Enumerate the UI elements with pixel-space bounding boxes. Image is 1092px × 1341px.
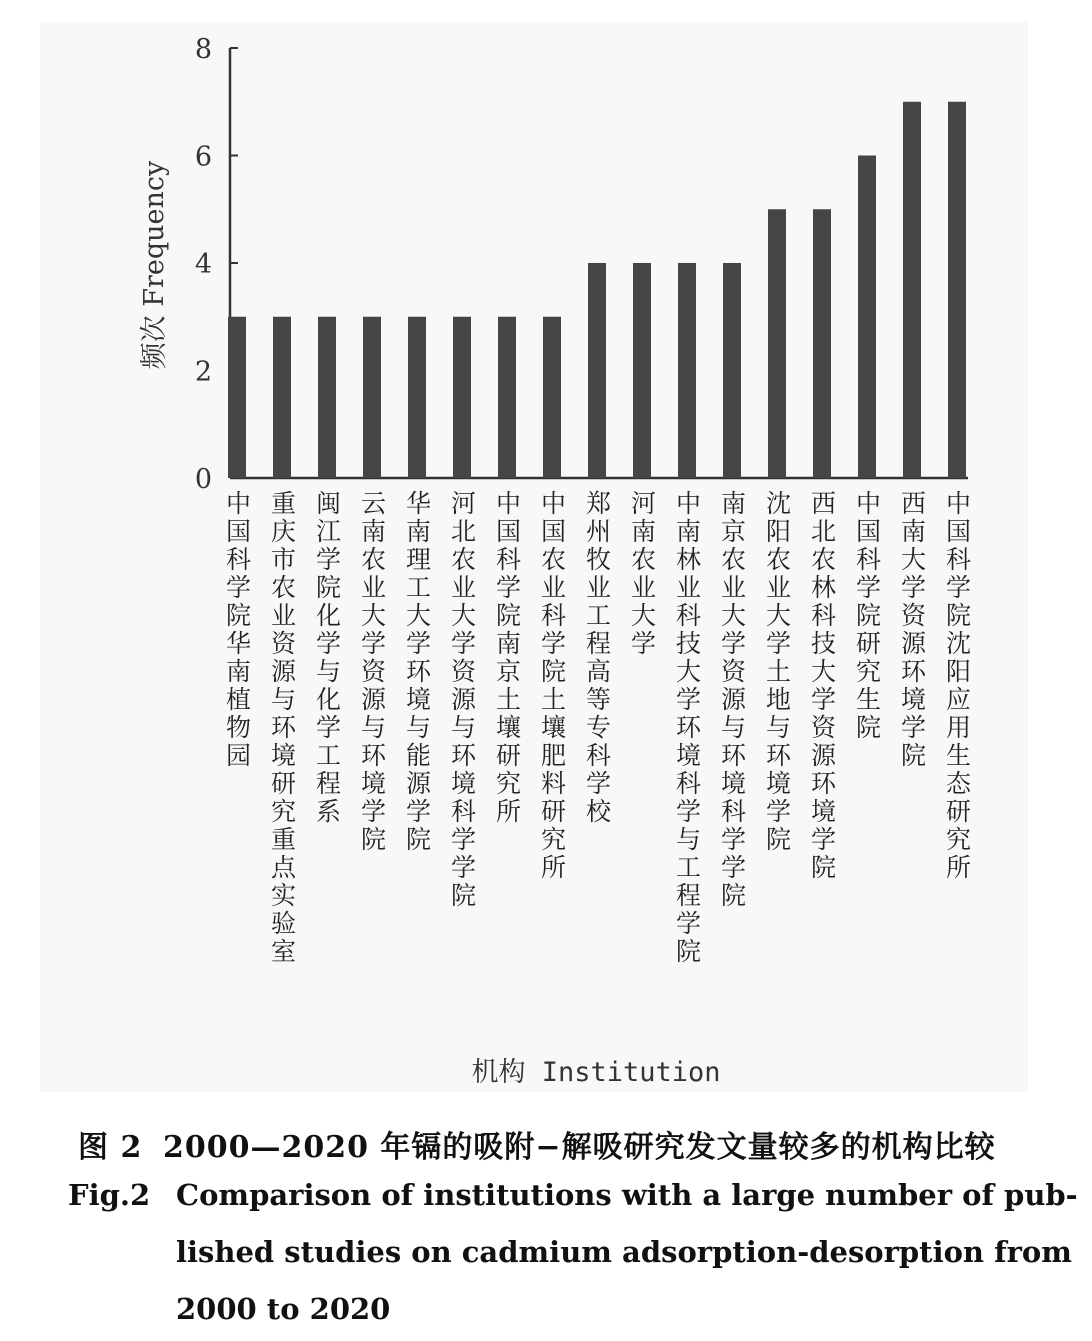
bar	[813, 209, 831, 478]
caption-en-line-2: lished studies on cadmium adsorption-desorption from	[176, 1235, 1072, 1269]
x-tick-label: 华南理工大学环境与能源学院	[402, 490, 432, 854]
bar	[858, 156, 876, 479]
bar	[408, 317, 426, 478]
bar	[633, 263, 651, 478]
bar	[903, 102, 921, 478]
x-tick-label: 云南农业大学资源与环境学院	[357, 490, 387, 854]
bar	[228, 317, 246, 478]
bar	[678, 263, 696, 478]
caption-en-label: Fig.2	[68, 1178, 151, 1212]
x-tick-label: 中南林业科技大学环境科学与工程学院	[672, 490, 702, 966]
x-tick-label: 郑州牧业工程高等专科学校	[582, 490, 612, 826]
y-tick-label: 2	[194, 356, 212, 388]
bar	[723, 263, 741, 478]
bar	[588, 263, 606, 478]
caption-cn-text: 2000—2020 年镉的吸附−解吸研究发文量较多的机构比较	[163, 1130, 996, 1165]
x-tick-label: 重庆市农业资源与环境研究重点实验室	[267, 490, 297, 966]
x-tick-label: 河南农业大学	[627, 490, 657, 658]
y-tick-label: 8	[194, 34, 212, 65]
caption-en-line-1: Comparison of institutions with a large number of pub-	[176, 1178, 1078, 1212]
caption-cn-label: 图 2	[78, 1130, 143, 1165]
x-tick-label: 中国科学院研究生院	[852, 490, 882, 742]
bar	[768, 209, 786, 478]
bar	[543, 317, 561, 478]
x-tick-label: 中国科学院华南植物园	[222, 490, 252, 770]
y-tick-label: 0	[194, 464, 212, 495]
x-tick-label: 闽江学院化学与化学工程系	[312, 490, 342, 826]
x-tick-label: 西北农林科技大学资源环境学院	[807, 490, 837, 882]
bar	[318, 317, 336, 478]
x-tick-label: 南京农业大学资源与环境科学学院	[717, 490, 747, 910]
bar	[948, 102, 966, 478]
x-tick-label: 西南大学资源环境学院	[897, 490, 927, 770]
x-axis-label: 机构 Institution	[471, 1057, 721, 1088]
x-tick-label: 中国农业科学院土壤肥料研究所	[537, 490, 567, 882]
x-tick-label: 中国科学院沈阳应用生态研究所	[942, 490, 972, 882]
y-axis-label: 频次 Frequency	[139, 160, 170, 370]
bar	[453, 317, 471, 478]
bar	[363, 317, 381, 478]
x-tick-label: 河北农业大学资源与环境科学学院	[447, 490, 477, 910]
bar	[498, 317, 516, 478]
y-tick-label: 4	[194, 249, 212, 280]
caption-en-line-3: 2000 to 2020	[176, 1292, 391, 1326]
y-tick-label: 6	[194, 141, 212, 173]
x-tick-label: 中国科学院南京土壤研究所	[492, 490, 522, 826]
x-tick-label: 沈阳农业大学土地与环境学院	[762, 490, 792, 854]
bar	[273, 317, 291, 478]
